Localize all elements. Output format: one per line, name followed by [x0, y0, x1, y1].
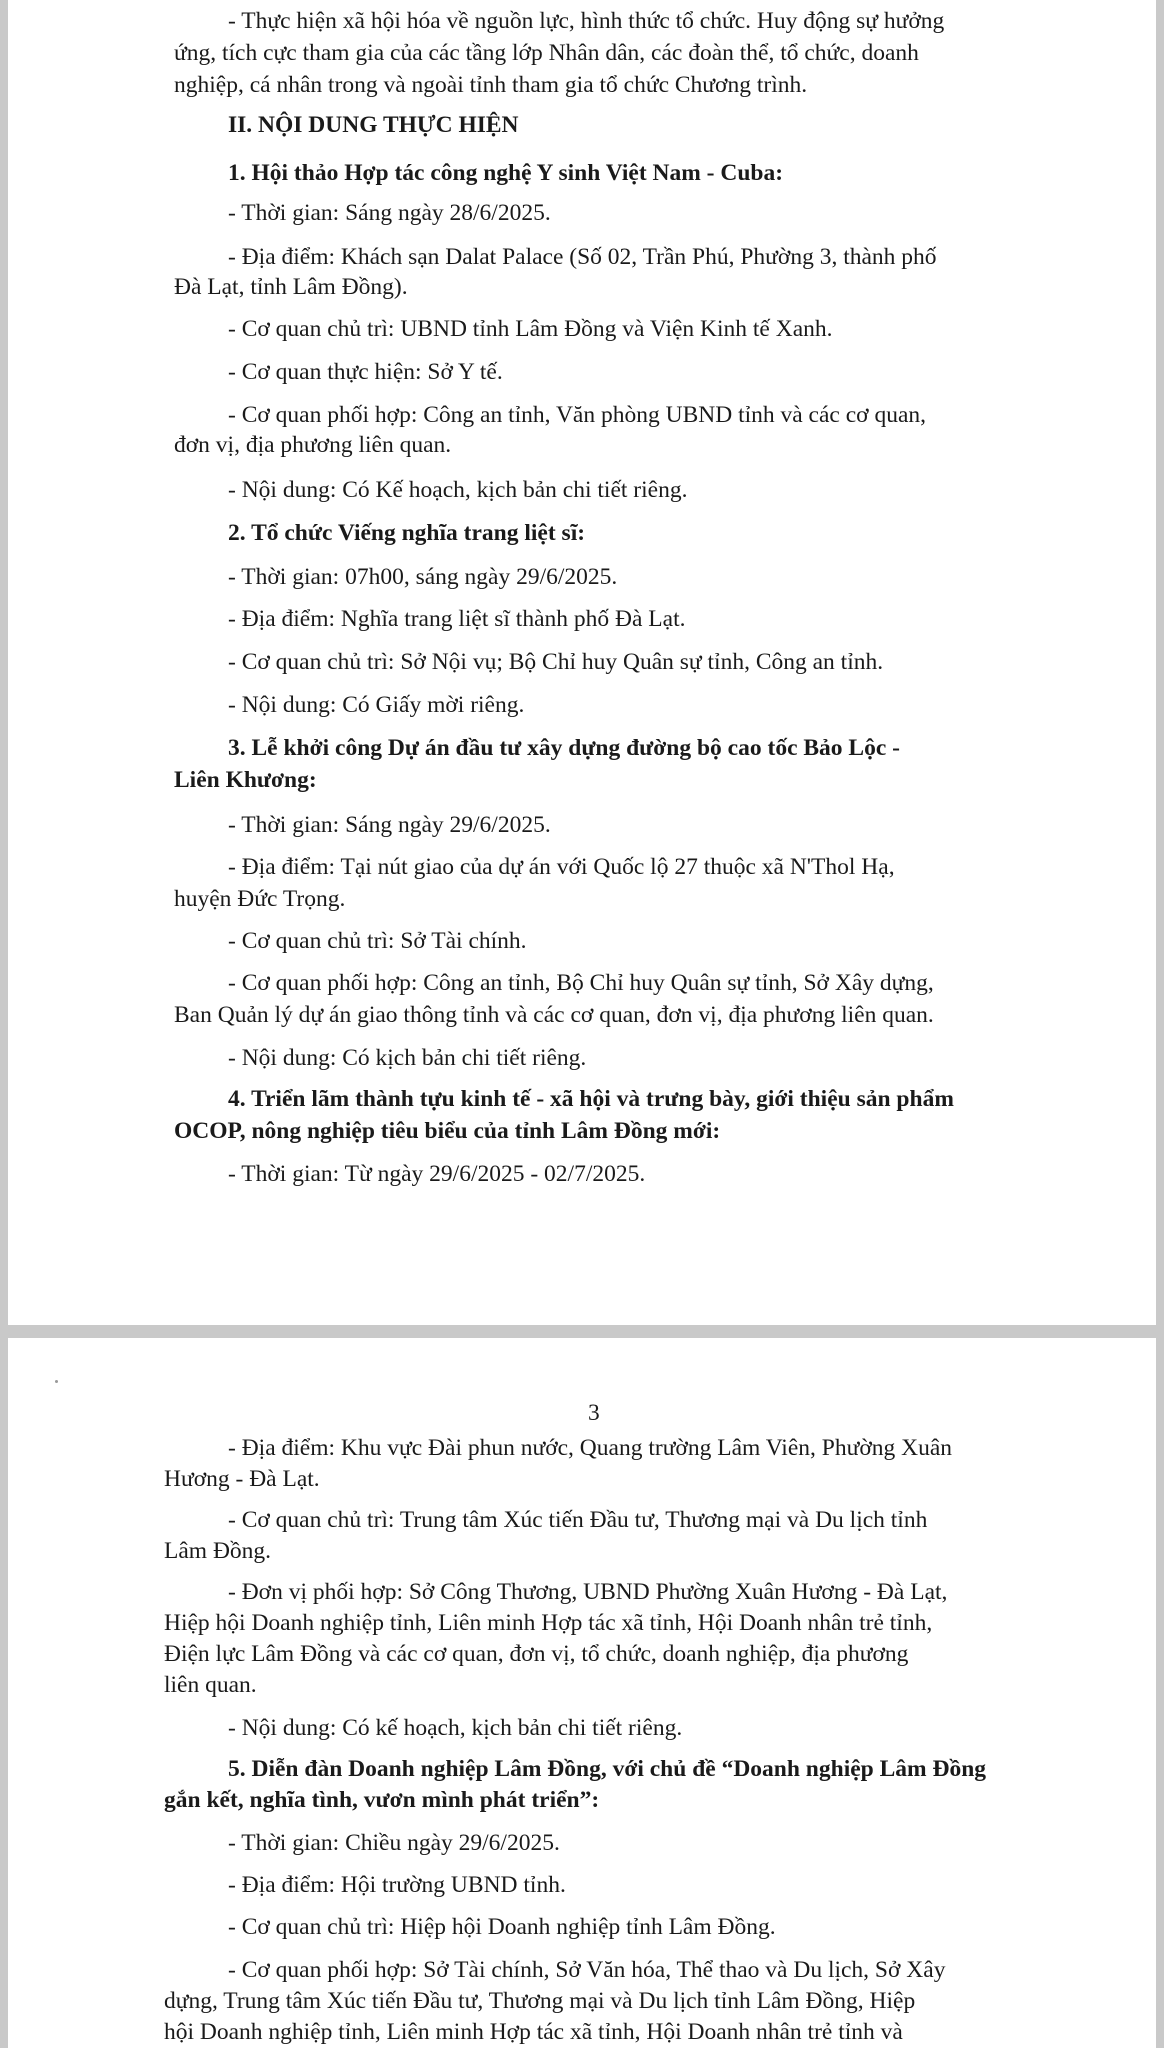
text-line: đơn vị, địa phương liên quan.	[174, 432, 452, 458]
page-number: 3	[588, 1400, 600, 1426]
text-line: hội Doanh nghiệp tỉnh, Liên minh Hợp tác xã tỉnh, Hội Doanh nhân trẻ tỉnh và	[164, 2019, 903, 2045]
subsection-heading: OCOP, nông nghiệp tiêu biểu của tỉnh Lâm Đồng mới:	[174, 1118, 721, 1144]
subsection-heading: 4. Triển lãm thành tựu kinh tế - xã hội và trưng bày, giới thiệu sản phẩm	[228, 1086, 954, 1112]
text-line: Đà Lạt, tỉnh Lâm Đồng).	[174, 274, 408, 300]
text-line: - Cơ quan phối hợp: Công an tỉnh, Bộ Chỉ huy Quân sự tỉnh, Sở Xây dựng,	[228, 970, 934, 996]
subsection-heading: 1. Hội thảo Hợp tác công nghệ Y sinh Việt Nam - Cuba:	[228, 160, 784, 186]
text-line: Hiệp hội Doanh nghiệp tỉnh, Liên minh Hợp tác xã tỉnh, Hội Doanh nhân trẻ tỉnh,	[164, 1610, 933, 1636]
text-line: - Cơ quan phối hợp: Công an tỉnh, Văn phòng UBND tỉnh và các cơ quan,	[228, 402, 927, 428]
text-line: liên quan.	[164, 1672, 257, 1698]
text-line: - Nội dung: Có kế hoạch, kịch bản chi tiết riêng.	[228, 1715, 683, 1741]
text-line: - Địa điểm: Hội trường UBND tỉnh.	[228, 1872, 566, 1898]
text-line: - Nội dung: Có kịch bản chi tiết riêng.	[228, 1045, 587, 1071]
text-line: - Địa điểm: Tại nút giao của dự án với Quốc lộ 27 thuộc xã N'Thol Hạ,	[228, 854, 895, 880]
text-line: - Thời gian: Sáng ngày 28/6/2025.	[228, 200, 551, 226]
text-line: Điện lực Lâm Đồng và các cơ quan, đơn vị, tổ chức, doanh nghiệp, địa phương	[164, 1641, 909, 1667]
text-line: - Thời gian: Từ ngày 29/6/2025 - 02/7/2025.	[228, 1161, 646, 1187]
text-line: - Thời gian: Chiều ngày 29/6/2025.	[228, 1830, 560, 1856]
text-line: - Thời gian: 07h00, sáng ngày 29/6/2025.	[228, 564, 618, 590]
text-line: nghiệp, cá nhân trong và ngoài tỉnh tham gia tổ chức Chương trình.	[174, 72, 808, 98]
text-line: ứng, tích cực tham gia của các tầng lớp Nhân dân, các đoàn thể, tổ chức, doanh	[174, 40, 919, 66]
text-line: - Cơ quan chủ trì: Sở Tài chính.	[228, 928, 527, 954]
text-line: dựng, Trung tâm Xúc tiến Đầu tư, Thương mại và Du lịch tỉnh Lâm Đồng, Hiệp	[164, 1988, 916, 2014]
text-line: - Địa điểm: Khu vực Đài phun nước, Quang trường Lâm Viên, Phường Xuân	[228, 1435, 953, 1461]
text-line: - Nội dung: Có Giấy mời riêng.	[228, 692, 525, 718]
text-line: - Cơ quan chủ trì: Trung tâm Xúc tiến Đầu tư, Thương mại và Du lịch tỉnh	[228, 1507, 928, 1533]
text-line: - Địa điểm: Khách sạn Dalat Palace (Số 02, Trần Phú, Phường 3, thành phố	[228, 244, 937, 270]
text-line: - Nội dung: Có Kế hoạch, kịch bản chi tiết riêng.	[228, 477, 688, 503]
subsection-heading: Liên Khương:	[174, 767, 317, 793]
text-line: - Đơn vị phối hợp: Sở Công Thương, UBND Phường Xuân Hương - Đà Lạt,	[228, 1579, 948, 1605]
section-heading: II. NỘI DUNG THỰC HIỆN	[228, 112, 519, 138]
text-line: - Cơ quan chủ trì: Sở Nội vụ; Bộ Chỉ huy Quân sự tỉnh, Công an tỉnh.	[228, 649, 884, 675]
text-line: Hương - Đà Lạt.	[164, 1466, 320, 1492]
text-line: - Cơ quan thực hiện: Sở Y tế.	[228, 359, 503, 385]
text-line: - Cơ quan phối hợp: Sở Tài chính, Sở Văn hóa, Thể thao và Du lịch, Sở Xây	[228, 1957, 946, 1983]
subsection-heading: 5. Diễn đàn Doanh nghiệp Lâm Đồng, với chủ đề “Doanh nghiệp Lâm Đồng	[228, 1756, 987, 1782]
text-line: Lâm Đồng.	[164, 1538, 272, 1564]
text-line: - Cơ quan chủ trì: Hiệp hội Doanh nghiệp tỉnh Lâm Đồng.	[228, 1914, 776, 1940]
subsection-heading: 2. Tổ chức Viếng nghĩa trang liệt sĩ:	[228, 520, 586, 546]
text-line: - Địa điểm: Nghĩa trang liệt sĩ thành phố Đà Lạt.	[228, 606, 686, 632]
document-page-2	[8, 0, 1156, 1325]
text-line: huyện Đức Trọng.	[174, 886, 346, 912]
scan-speck	[55, 1380, 58, 1383]
text-line: - Thực hiện xã hội hóa về nguồn lực, hình thức tổ chức. Huy động sự hưởng	[228, 8, 945, 34]
text-line: - Thời gian: Sáng ngày 29/6/2025.	[228, 812, 551, 838]
subsection-heading: gắn kết, nghĩa tình, vươn mình phát triển”:	[164, 1787, 600, 1813]
subsection-heading: 3. Lễ khởi công Dự án đầu tư xây dựng đường bộ cao tốc Bảo Lộc -	[228, 735, 900, 761]
document-page-3	[8, 1338, 1156, 2048]
text-line: - Cơ quan chủ trì: UBND tỉnh Lâm Đồng và Viện Kinh tế Xanh.	[228, 316, 833, 342]
text-line: Ban Quản lý dự án giao thông tỉnh và các cơ quan, đơn vị, địa phương liên quan.	[174, 1002, 934, 1028]
